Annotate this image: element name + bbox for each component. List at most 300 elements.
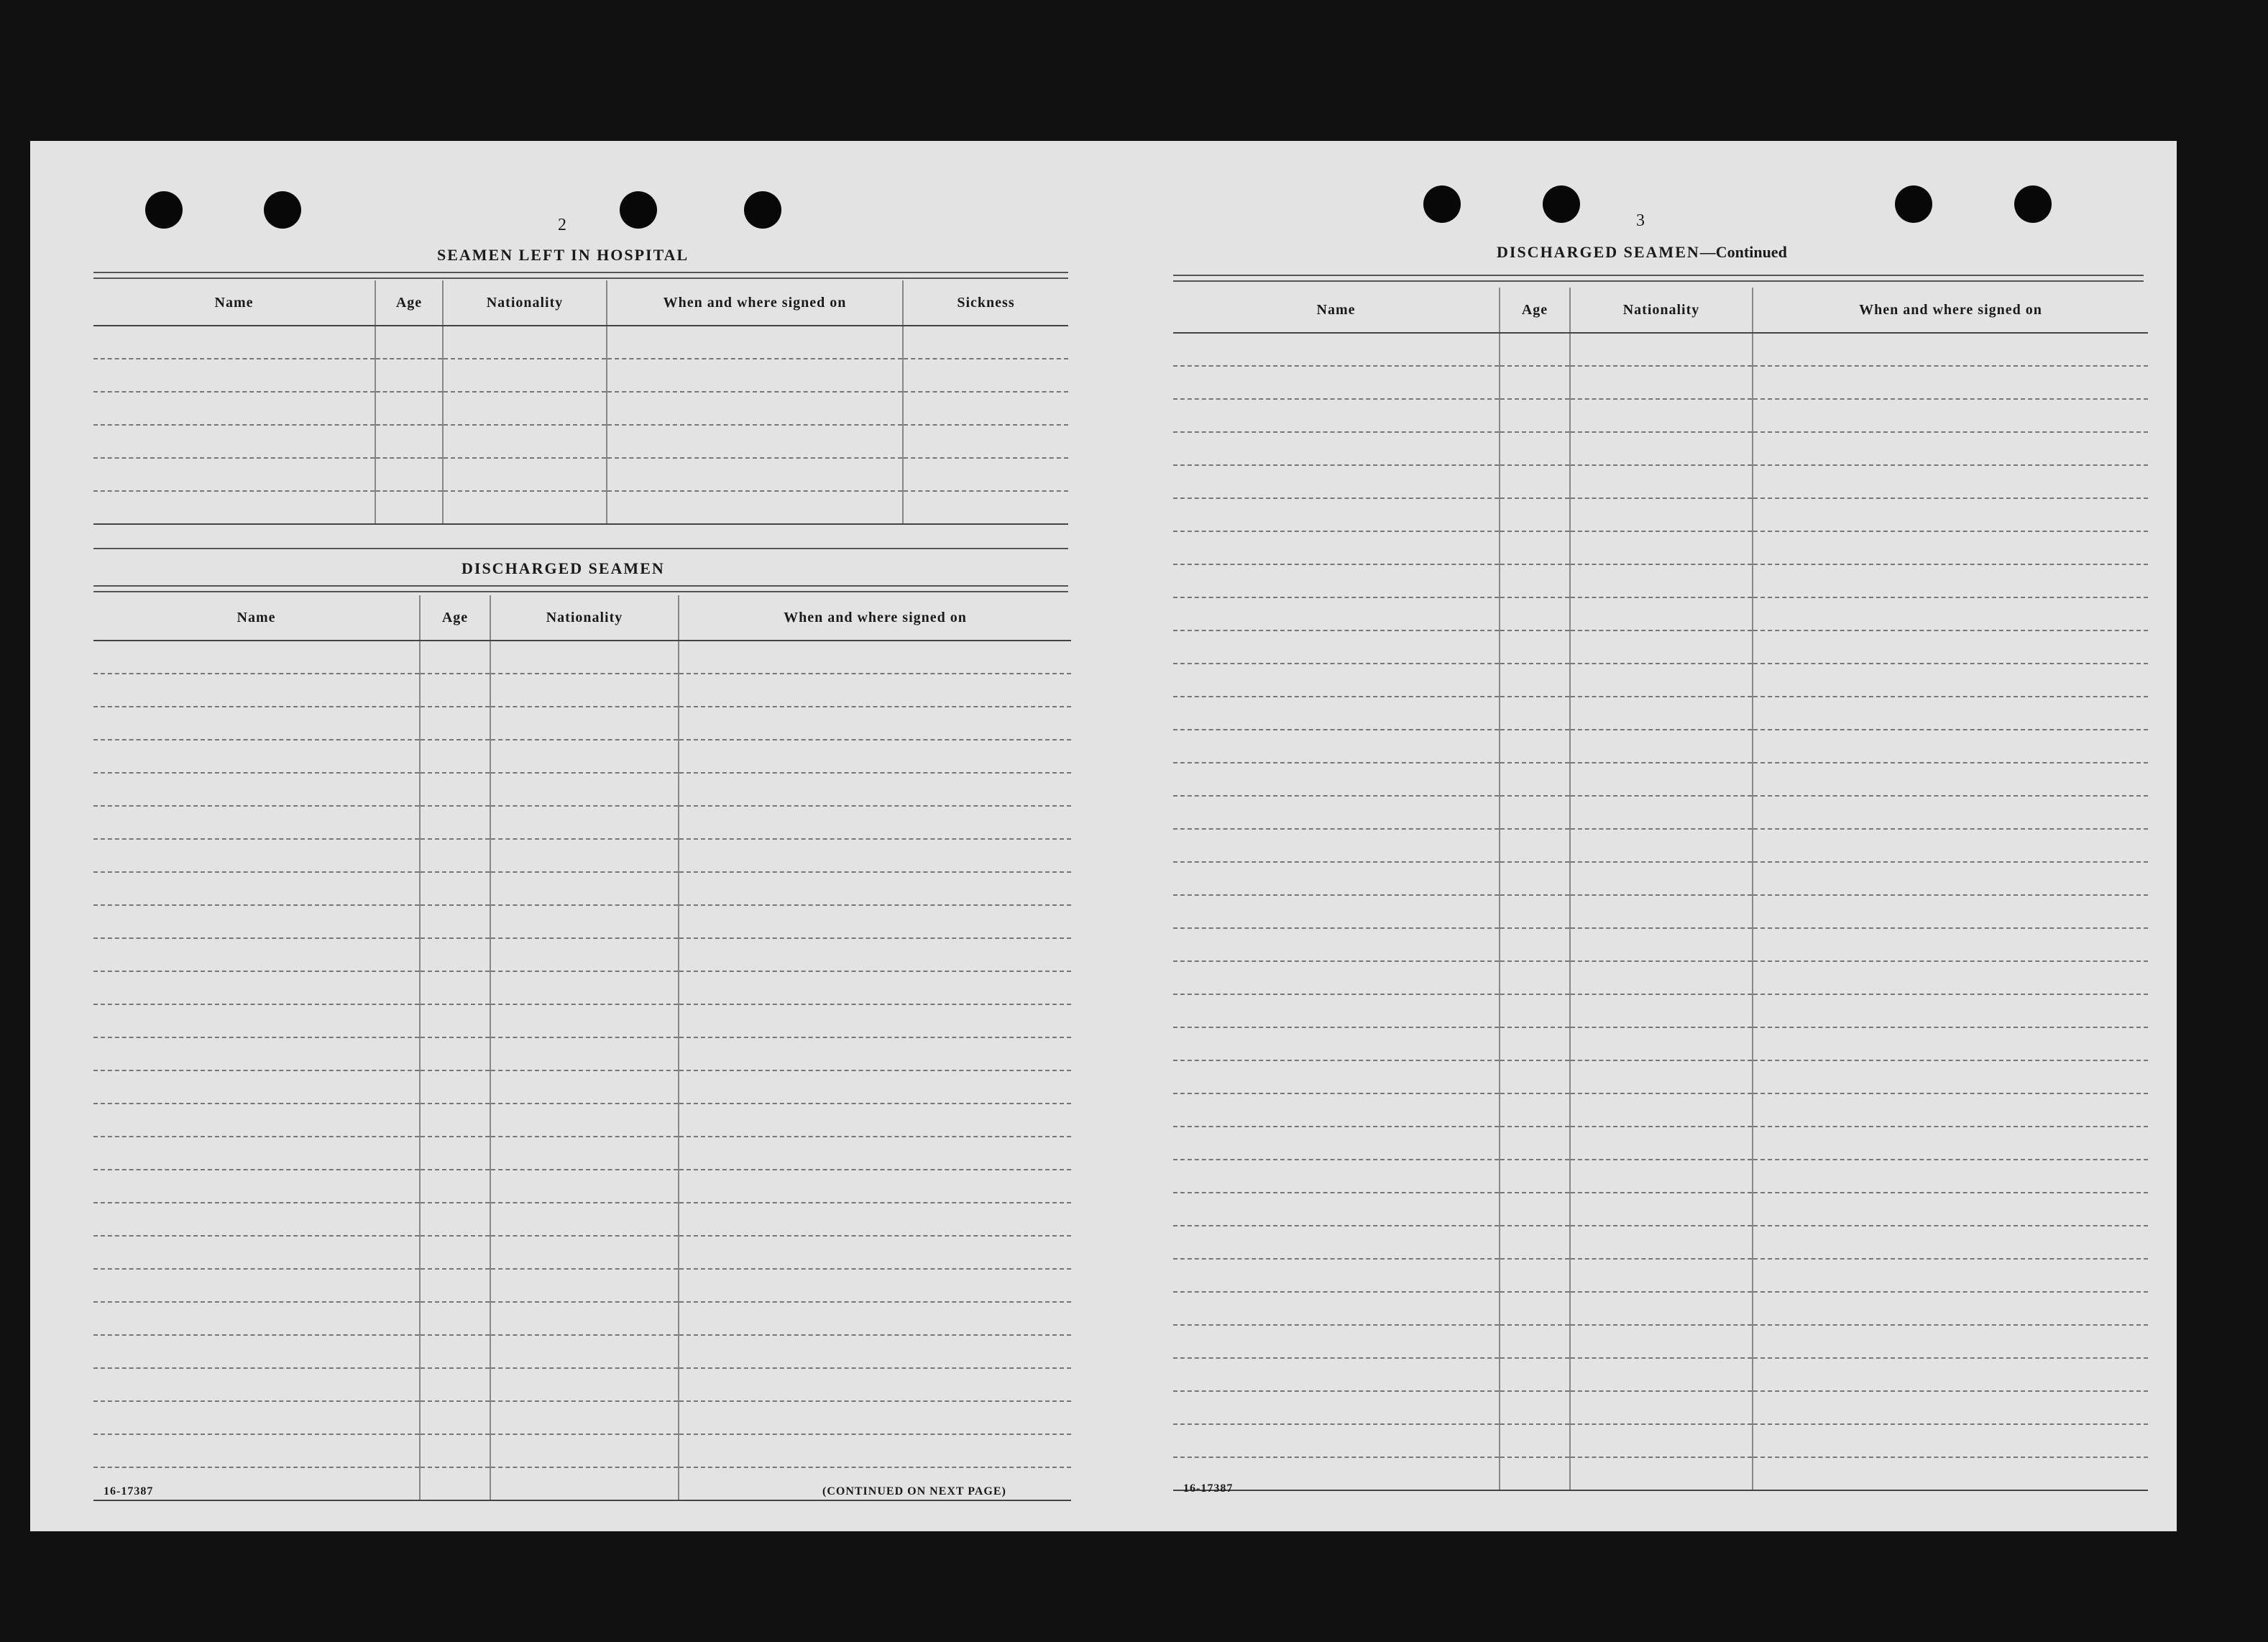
table-cell (1500, 796, 1570, 829)
table-cell (1500, 531, 1570, 564)
table-cell (490, 839, 679, 872)
table-cell (1173, 597, 1500, 630)
table-row (1173, 862, 2148, 895)
table-row (93, 326, 1068, 359)
table-cell (1173, 1226, 1500, 1259)
table-cell (1570, 730, 1753, 763)
table-cell (1753, 1027, 2148, 1060)
table-row (1173, 1325, 2148, 1358)
table-cell (903, 425, 1068, 458)
table-cell (1570, 1060, 1753, 1093)
table-cell (93, 359, 375, 392)
column-header-age: Age (1500, 288, 1570, 333)
punch-hole (620, 191, 657, 229)
table-cell (1570, 498, 1753, 531)
table-row (93, 1203, 1071, 1236)
table-row (93, 773, 1071, 806)
table-cell (420, 1302, 490, 1335)
table-row (93, 707, 1071, 740)
column-header-name: Name (1173, 288, 1500, 333)
table-cell (679, 839, 1071, 872)
punch-hole (264, 191, 301, 229)
table-cell (1173, 1358, 1500, 1391)
table-cell (420, 1434, 490, 1467)
column-header-signed-on: When and where signed on (607, 280, 903, 326)
table-cell (1173, 1160, 1500, 1193)
table-row (93, 1004, 1071, 1037)
table-cell (1500, 994, 1570, 1027)
table-cell (490, 740, 679, 773)
table-cell (490, 707, 679, 740)
table-cell (1173, 531, 1500, 564)
table-row (1173, 1424, 2148, 1457)
table-cell (679, 707, 1071, 740)
table-cell (1173, 697, 1500, 730)
column-header-name: Name (93, 595, 420, 641)
table-row (93, 971, 1071, 1004)
table-cell (1570, 597, 1753, 630)
table-row (93, 392, 1068, 425)
table-cell (93, 1401, 420, 1434)
table-cell (1753, 1093, 2148, 1127)
table-cell (1570, 961, 1753, 994)
table-row (1173, 564, 2148, 597)
table-cell (93, 1004, 420, 1037)
table-cell (1173, 333, 1500, 366)
table-cell (1173, 730, 1500, 763)
table-cell (93, 971, 420, 1004)
table-cell (607, 359, 903, 392)
table-row (93, 1170, 1071, 1203)
table-cell (420, 1070, 490, 1104)
table-cell (679, 740, 1071, 773)
table-cell (679, 1434, 1071, 1467)
table-cell (1570, 1193, 1753, 1226)
table-cell (679, 1236, 1071, 1269)
table-cell (679, 1203, 1071, 1236)
table-cell (490, 773, 679, 806)
table-cell (1173, 399, 1500, 432)
table-cell (679, 872, 1071, 905)
table-cell (1570, 895, 1753, 928)
table-cell (1500, 366, 1570, 399)
punch-hole (744, 191, 781, 229)
table-row (93, 872, 1071, 905)
table-row (1173, 399, 2148, 432)
table-cell (1500, 961, 1570, 994)
table-cell (490, 1004, 679, 1037)
table-cell (1570, 1226, 1753, 1259)
table-cell (679, 674, 1071, 707)
table-cell (490, 1070, 679, 1104)
table-cell (443, 458, 607, 491)
table-cell (420, 839, 490, 872)
table-cell (1173, 432, 1500, 465)
table-cell (1753, 994, 2148, 1027)
column-header-nationality: Nationality (443, 280, 607, 326)
table-cell (93, 392, 375, 425)
table-row (1173, 796, 2148, 829)
divider (93, 591, 1068, 592)
table-cell (1753, 862, 2148, 895)
table-cell (443, 425, 607, 458)
table-cell (93, 1104, 420, 1137)
table-cell (679, 905, 1071, 938)
column-header-name: Name (93, 280, 375, 326)
table-cell (1500, 1060, 1570, 1093)
table-cell (93, 1434, 420, 1467)
table-cell (1500, 1292, 1570, 1325)
table-row (1173, 928, 2148, 961)
hospital-table-body (93, 326, 1068, 524)
table-cell (1570, 994, 1753, 1027)
table-header-row (93, 280, 1068, 326)
table-row (1173, 630, 2148, 664)
table-cell (1500, 498, 1570, 531)
table-cell (1500, 465, 1570, 498)
hospital-table (93, 280, 1068, 525)
table-cell (1570, 1325, 1753, 1358)
table-cell (1173, 928, 1500, 961)
table-row (1173, 664, 2148, 697)
table-row (93, 806, 1071, 839)
table-row (1173, 465, 2148, 498)
table-cell (1500, 1424, 1570, 1457)
table-cell (1753, 1457, 2148, 1490)
table-cell (443, 392, 607, 425)
table-cell (93, 1037, 420, 1070)
table-cell (490, 674, 679, 707)
table-cell (1753, 1358, 2148, 1391)
table-cell (1753, 333, 2148, 366)
table-cell (1753, 1292, 2148, 1325)
table-row (93, 1104, 1071, 1137)
continued-section-title-suffix: —Continued (1699, 243, 1787, 261)
table-cell (679, 806, 1071, 839)
table-cell (93, 1302, 420, 1335)
table-cell (490, 1269, 679, 1302)
table-cell (420, 773, 490, 806)
table-cell (490, 1302, 679, 1335)
table-cell (679, 1401, 1071, 1434)
table-cell (420, 674, 490, 707)
table-cell (93, 1170, 420, 1203)
table-cell (420, 1269, 490, 1302)
table-cell (1570, 1160, 1753, 1193)
table-cell (420, 1203, 490, 1236)
continued-note: (CONTINUED ON NEXT PAGE) (822, 1485, 1006, 1497)
table-cell (1570, 829, 1753, 862)
table-cell (490, 1368, 679, 1401)
table-cell (1173, 1292, 1500, 1325)
table-row (1173, 597, 2148, 630)
discharged-table (93, 595, 1071, 1501)
table-cell (1570, 1259, 1753, 1292)
table-cell (1753, 1424, 2148, 1457)
table-cell (1500, 1226, 1570, 1259)
table-cell (375, 359, 443, 392)
table-cell (1173, 862, 1500, 895)
table-cell (1500, 630, 1570, 664)
table-cell (420, 641, 490, 674)
table-cell (420, 872, 490, 905)
table-cell (1500, 1259, 1570, 1292)
table-cell (607, 326, 903, 359)
divider (93, 548, 1068, 549)
table-cell (679, 1269, 1071, 1302)
table-row (1173, 531, 2148, 564)
table-cell (1500, 399, 1570, 432)
table-cell (1500, 333, 1570, 366)
table-cell (490, 1236, 679, 1269)
table-cell (93, 1335, 420, 1368)
table-cell (490, 1401, 679, 1434)
table-cell (607, 392, 903, 425)
table-cell (1570, 630, 1753, 664)
table-cell (490, 1467, 679, 1500)
table-cell (1570, 796, 1753, 829)
table-cell (420, 1137, 490, 1170)
table-cell (1570, 399, 1753, 432)
table-cell (903, 326, 1068, 359)
table-row (1173, 1358, 2148, 1391)
hospital-section-title: SEAMEN LEFT IN HOSPITAL (437, 246, 689, 264)
table-cell (679, 1170, 1071, 1203)
column-header-age: Age (375, 280, 443, 326)
table-cell (1173, 564, 1500, 597)
table-cell (1570, 1424, 1753, 1457)
table-cell (1173, 465, 1500, 498)
table-cell (490, 1170, 679, 1203)
table-row (93, 359, 1068, 392)
table-cell (93, 707, 420, 740)
table-cell (1173, 1127, 1500, 1160)
punch-hole (2014, 185, 2052, 223)
table-cell (375, 491, 443, 524)
table-row (1173, 1160, 2148, 1193)
table-cell (1173, 895, 1500, 928)
table-cell (1173, 1060, 1500, 1093)
table-cell (1173, 1391, 1500, 1424)
table-cell (1570, 333, 1753, 366)
table-cell (490, 971, 679, 1004)
table-cell (1753, 564, 2148, 597)
table-row (93, 1070, 1071, 1104)
table-cell (490, 1104, 679, 1137)
table-cell (1753, 928, 2148, 961)
table-row (93, 674, 1071, 707)
table-cell (1173, 1259, 1500, 1292)
table-cell (420, 1335, 490, 1368)
table-cell (490, 1203, 679, 1236)
table-row (93, 839, 1071, 872)
table-cell (1570, 1027, 1753, 1060)
table-cell (679, 1004, 1071, 1037)
table-cell (679, 773, 1071, 806)
table-cell (1570, 564, 1753, 597)
table-cell (903, 392, 1068, 425)
punch-hole (1423, 185, 1461, 223)
table-cell (1753, 597, 2148, 630)
table-row (1173, 829, 2148, 862)
table-row (1173, 1259, 2148, 1292)
table-row (1173, 366, 2148, 399)
table-cell (1753, 829, 2148, 862)
table-cell (1500, 1391, 1570, 1424)
table-row (1173, 697, 2148, 730)
table-cell (490, 641, 679, 674)
continued-section-title-text: DISCHARGED SEAMEN (1497, 243, 1700, 261)
table-cell (443, 359, 607, 392)
column-header-sickness: Sickness (903, 280, 1068, 326)
table-cell (420, 971, 490, 1004)
table-row (1173, 1127, 2148, 1160)
table-row (93, 740, 1071, 773)
table-cell (1753, 1226, 2148, 1259)
table-cell (420, 806, 490, 839)
table-header-row (93, 595, 1071, 641)
table-row (93, 1236, 1071, 1269)
table-cell (1500, 862, 1570, 895)
table-cell (375, 425, 443, 458)
table-cell (1753, 399, 2148, 432)
table-row (93, 458, 1068, 491)
table-cell (1500, 564, 1570, 597)
discharged-table-body (93, 641, 1071, 1500)
table-cell (490, 806, 679, 839)
table-cell (490, 1335, 679, 1368)
table-cell (1753, 531, 2148, 564)
table-cell (1173, 366, 1500, 399)
table-row (93, 1137, 1071, 1170)
table-cell (1570, 432, 1753, 465)
table-cell (1500, 1160, 1570, 1193)
table-row (93, 1037, 1071, 1070)
table-cell (420, 938, 490, 971)
table-cell (1570, 1292, 1753, 1325)
table-cell (490, 1037, 679, 1070)
table-cell (1500, 1093, 1570, 1127)
table-cell (1173, 796, 1500, 829)
table-cell (1570, 1457, 1753, 1490)
table-cell (1753, 763, 2148, 796)
table-cell (1753, 630, 2148, 664)
table-cell (1753, 1127, 2148, 1160)
table-row (1173, 1391, 2148, 1424)
table-cell (420, 1104, 490, 1137)
table-cell (1570, 862, 1753, 895)
table-cell (93, 641, 420, 674)
table-cell (420, 1037, 490, 1070)
divider (1173, 275, 2144, 276)
table-cell (420, 1236, 490, 1269)
table-cell (420, 1004, 490, 1037)
table-cell (93, 326, 375, 359)
table-cell (1500, 1127, 1570, 1160)
table-row (1173, 1060, 2148, 1093)
table-cell (93, 905, 420, 938)
table-cell (1500, 763, 1570, 796)
column-header-signed-on: When and where signed on (679, 595, 1071, 641)
table-cell (1570, 928, 1753, 961)
table-cell (1500, 432, 1570, 465)
table-cell (1570, 664, 1753, 697)
table-cell (93, 425, 375, 458)
column-header-nationality: Nationality (1570, 288, 1753, 333)
table-row (1173, 895, 2148, 928)
table-row (93, 641, 1071, 674)
continued-section-title (1497, 243, 1787, 262)
table-cell (93, 773, 420, 806)
table-row (1173, 1027, 2148, 1060)
table-cell (1500, 895, 1570, 928)
table-cell (1570, 697, 1753, 730)
table-cell (93, 839, 420, 872)
table-cell (1753, 366, 2148, 399)
table-cell (375, 392, 443, 425)
table-cell (420, 1401, 490, 1434)
table-row (1173, 1193, 2148, 1226)
table-cell (93, 872, 420, 905)
table-cell (490, 1434, 679, 1467)
table-cell (93, 1269, 420, 1302)
table-row (93, 1368, 1071, 1401)
table-row (1173, 498, 2148, 531)
table-row (93, 1434, 1071, 1467)
table-cell (93, 1368, 420, 1401)
table-cell (679, 1368, 1071, 1401)
table-cell (1753, 730, 2148, 763)
divider (93, 272, 1068, 273)
table-cell (1173, 961, 1500, 994)
table-cell (1753, 697, 2148, 730)
table-cell (679, 1104, 1071, 1137)
table-cell (375, 458, 443, 491)
table-cell (1753, 465, 2148, 498)
table-cell (607, 491, 903, 524)
table-cell (1173, 829, 1500, 862)
discharged-continued-table (1173, 288, 2148, 1491)
table-cell (1753, 1193, 2148, 1226)
table-cell (1173, 763, 1500, 796)
table-cell (1753, 1259, 2148, 1292)
table-cell (1570, 1127, 1753, 1160)
table-cell (1500, 928, 1570, 961)
table-cell (420, 1368, 490, 1401)
table-cell (1500, 1457, 1570, 1490)
table-cell (679, 1037, 1071, 1070)
table-row (93, 1401, 1071, 1434)
column-header-age: Age (420, 595, 490, 641)
table-cell (93, 674, 420, 707)
table-cell (679, 1070, 1071, 1104)
discharged-continued-table-body (1173, 333, 2148, 1490)
table-cell (1753, 664, 2148, 697)
table-cell (607, 425, 903, 458)
table-cell (93, 458, 375, 491)
table-cell (1500, 730, 1570, 763)
table-cell (679, 938, 1071, 971)
table-cell (903, 458, 1068, 491)
table-cell (1570, 1358, 1753, 1391)
table-cell (1753, 1060, 2148, 1093)
table-row (1173, 763, 2148, 796)
table-row (93, 938, 1071, 971)
table-cell (679, 1335, 1071, 1368)
table-cell (1173, 1027, 1500, 1060)
table-cell (1753, 1391, 2148, 1424)
table-row (1173, 1292, 2148, 1325)
